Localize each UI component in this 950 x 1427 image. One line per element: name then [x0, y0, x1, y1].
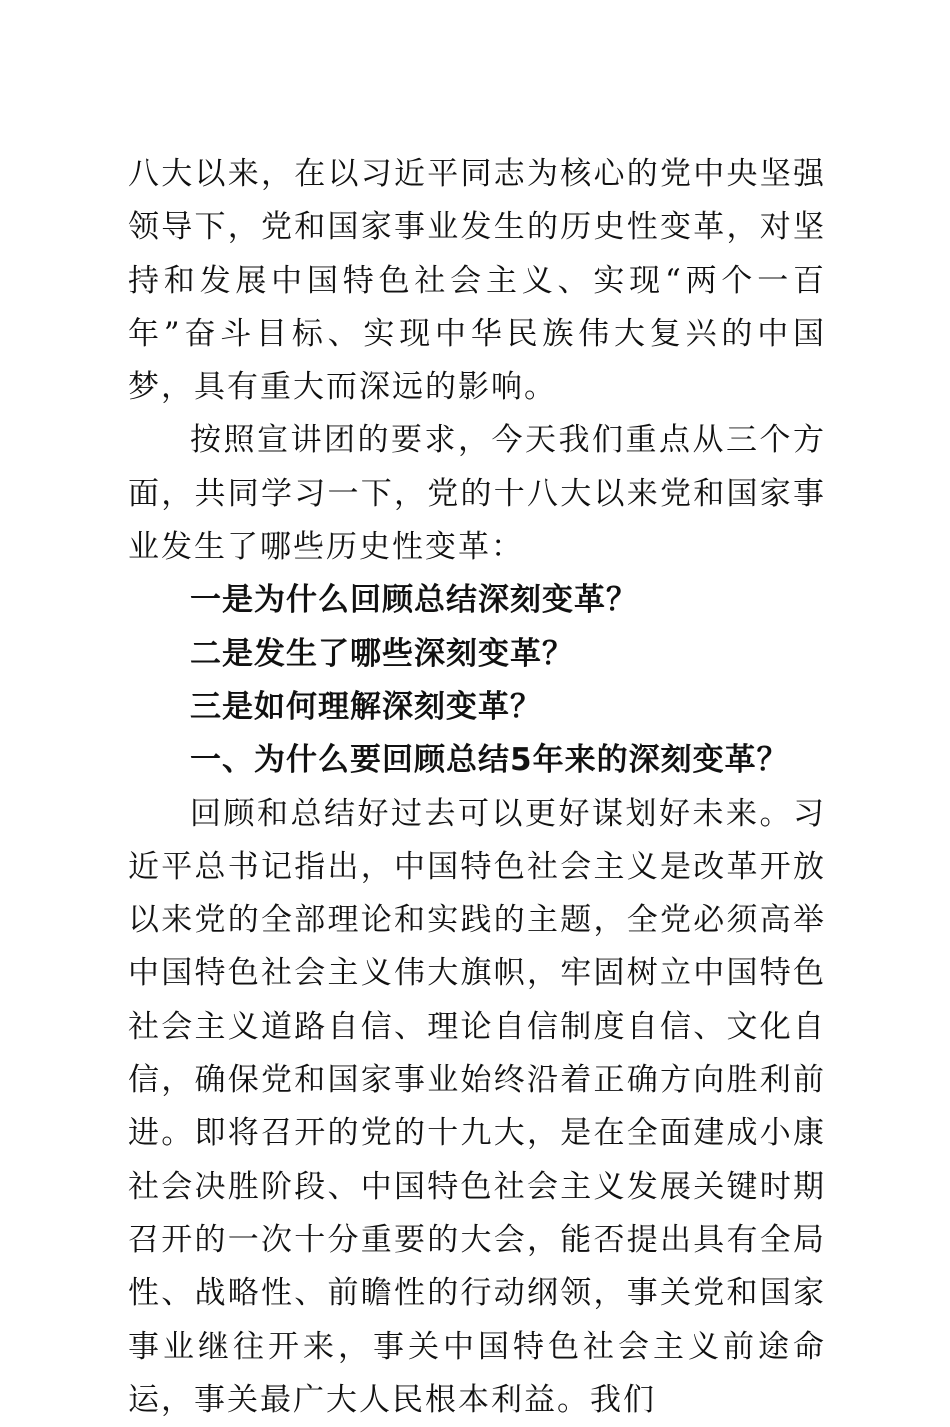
paragraph-continuation: 八大以来，在以习近平同志为核心的党中央坚强领导下，党和国家事业发生的历史性变革，对坚持和发展中国特色社会主义、实现“两个一百年”奋斗目标、实现中华民族伟大复兴的中国梦，具有重大而深远的影响。 — [128, 156, 826, 406]
outline-item-1: 一是为什么回顾总结深刻变革？ — [190, 582, 638, 619]
document-body — [128, 148, 826, 1427]
section-heading: 一、为什么要回顾总结5年来的深刻变革？ — [190, 742, 789, 779]
paragraph-intro: 按照宣讲团的要求，今天我们重点从三个方面，共同学习一下，党的十八大以来党和国家事业发生了哪些历史性变革： — [128, 422, 826, 566]
outline-item-3: 三是如何理解深刻变革？ — [190, 688, 542, 725]
paragraph-body: 回顾和总结好过去可以更好谋划好未来。习近平总书记指出，中国特色社会主义是改革开放以来党的全部理论和实践的主题，全党必须高举中国特色社会主义伟大旗帜，牢固树立中国特色社会主义道路自信、理论自信制度自信、文化自信，确保党和国家事业始终沿着正确方向胜利前进。即将召开的党的十九大，是在全面建成小康社会决胜阶段、中国特色社会主义发展关键时期召开的一次十分重要的大会，能否提出具有全局性、战略性、前瞻性的行动纲领，事关党和国家事业继往开来，事关中国特色社会主义前途命运，事关最广大人民根本利益。我们 — [128, 795, 826, 1418]
outline-item-2: 二是发生了哪些深刻变革？ — [190, 635, 574, 672]
